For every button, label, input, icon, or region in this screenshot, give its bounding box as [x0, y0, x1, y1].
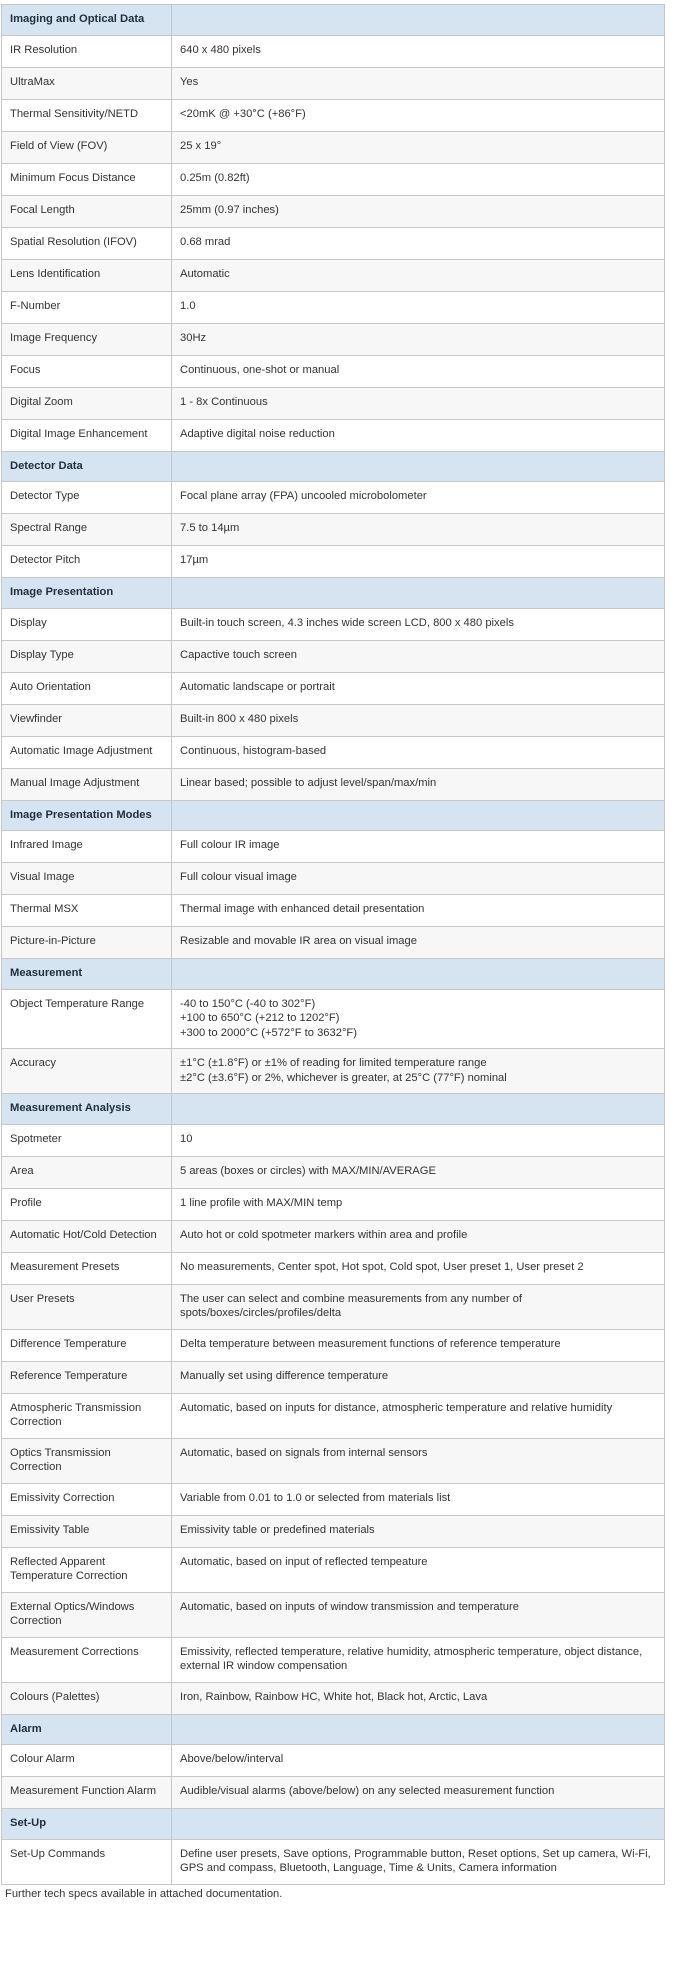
spec-value — [172, 131, 665, 163]
spec-row — [2, 1777, 665, 1809]
section-title: Measurement Analysis — [2, 1094, 172, 1125]
spec-value — [172, 1745, 665, 1777]
spec-value — [172, 704, 665, 736]
spec-label: Reference Temperature — [2, 1361, 172, 1393]
spec-value — [172, 640, 665, 672]
spec-label: Picture-in-Picture — [2, 927, 172, 959]
spec-value-line: Auto hot or cold spotmeter markers within area and profile — [180, 1228, 468, 1241]
spec-row — [2, 1124, 665, 1156]
section-title: Image Presentation — [2, 578, 172, 609]
spec-row — [2, 131, 665, 163]
section-header-blank — [172, 1714, 665, 1745]
spec-row — [2, 704, 665, 736]
section-header — [2, 5, 665, 36]
spec-value-line: 7.5 to 14µm — [180, 522, 240, 534]
spec-label: Reflected Apparent Temperature Correction — [2, 1547, 172, 1592]
spec-value — [172, 1637, 665, 1682]
spec-value — [172, 863, 665, 895]
spec-row — [2, 1637, 665, 1682]
spec-value — [172, 323, 665, 355]
spec-row — [2, 99, 665, 131]
spec-value-line: +300 to 2000°C (+572°F to 3632°F) — [180, 1026, 357, 1039]
spec-row — [2, 831, 665, 863]
spec-label: Measurement Corrections — [2, 1637, 172, 1682]
spec-row — [2, 1438, 665, 1483]
spec-row — [2, 1592, 665, 1637]
spec-label: Difference Temperature — [2, 1329, 172, 1361]
spec-label: Display — [2, 608, 172, 640]
spec-value — [172, 1156, 665, 1188]
spec-label: Lens Identification — [2, 259, 172, 291]
spec-value — [172, 67, 665, 99]
spec-value-line: Full colour IR image — [180, 839, 280, 851]
spec-row — [2, 1547, 665, 1592]
spec-value — [172, 1592, 665, 1637]
spec-value — [172, 927, 665, 959]
spec-label: Automatic Image Adjustment — [2, 736, 172, 768]
spec-value-line: Built-in touch screen, 4.3 inches wide screen LCD, 800 x 480 pixels — [180, 616, 514, 629]
spec-row — [2, 482, 665, 514]
footer-note: Further tech specs available in attached documentation. — [5, 1887, 283, 1900]
spec-label: Digital Zoom — [2, 387, 172, 419]
spec-label: Focal Length — [2, 195, 172, 227]
spec-row — [2, 1329, 665, 1361]
spec-label: Field of View (FOV) — [2, 131, 172, 163]
spec-label: Focus — [2, 355, 172, 387]
spec-value-line: Full colour visual image — [180, 871, 297, 883]
spec-value-line: ±2°C (±3.6°F) or 2%, whichever is greater, at 25°C (77°F) nominal — [180, 1071, 507, 1084]
spec-value — [172, 1438, 665, 1483]
spec-row — [2, 546, 665, 578]
spec-value — [172, 1547, 665, 1592]
spec-value — [172, 259, 665, 291]
spec-value-line: 25 x 19° — [180, 139, 222, 152]
spec-label: Measurement Presets — [2, 1252, 172, 1284]
spec-label: External Optics/Windows Correction — [2, 1592, 172, 1637]
spec-row — [2, 927, 665, 959]
section-title: Alarm — [2, 1714, 172, 1745]
spec-value-line: 1 line profile with MAX/MIN temp — [180, 1196, 343, 1209]
spec-row — [2, 67, 665, 99]
spec-value-line: Automatic landscape or portrait — [180, 680, 335, 693]
spec-label: Area — [2, 1156, 172, 1188]
spec-value — [172, 1252, 665, 1284]
section-header-blank — [172, 959, 665, 990]
spec-value-line: Define user presets, Save options, Programmable button, Reset options, Set up camera, Wi-Fi, GPS and compass, Bluetooth, Language, Time & Units, Camera information — [180, 1847, 651, 1874]
spec-value — [172, 1124, 665, 1156]
spec-value — [172, 99, 665, 131]
spec-row — [2, 895, 665, 927]
spec-row — [2, 387, 665, 419]
spec-row — [2, 1745, 665, 1777]
spec-value-line: Thermal image with enhanced detail presentation — [180, 903, 425, 915]
spec-value-line: 0.25m (0.82ft) — [180, 171, 250, 184]
section-header — [2, 578, 665, 609]
spec-value-line: Continuous, histogram-based — [180, 744, 327, 757]
spec-value — [172, 831, 665, 863]
spec-value — [172, 1188, 665, 1220]
spec-value-line: Automatic, based on inputs for distance, atmospheric temperature and relative humidity — [180, 1401, 613, 1414]
spec-row — [2, 227, 665, 259]
spec-value-line: Linear based; possible to adjust level/span/max/min — [180, 776, 437, 789]
spec-value — [172, 195, 665, 227]
section-title: Set-Up — [2, 1809, 172, 1840]
spec-value — [172, 387, 665, 419]
spec-row — [2, 1393, 665, 1438]
section-header — [2, 1094, 665, 1125]
spec-value-line: 1 - 8x Continuous — [180, 395, 268, 408]
spec-value — [172, 1361, 665, 1393]
spec-label: Minimum Focus Distance — [2, 163, 172, 195]
spec-row — [2, 35, 665, 67]
spec-value-line: Automatic, based on signals from internal sensors — [180, 1446, 428, 1459]
spec-label: Image Frequency — [2, 323, 172, 355]
spec-row — [2, 259, 665, 291]
spec-label: Thermal MSX — [2, 895, 172, 927]
spec-label: Infrared Image — [2, 831, 172, 863]
spec-value-line: 0.68 mrad — [180, 235, 231, 248]
spec-label: Object Temperature Range — [2, 989, 172, 1049]
spec-row — [2, 514, 665, 546]
spec-value-line: 10 — [180, 1132, 193, 1145]
spec-value-line: Automatic, based on inputs of window transmission and temperature — [180, 1600, 519, 1613]
spec-value-line: ±1°C (±1.8°F) or ±1% of reading for limited temperature range — [180, 1057, 487, 1069]
spec-value-line: Focal plane array (FPA) uncooled microbolometer — [180, 490, 427, 502]
spec-row — [2, 1361, 665, 1393]
spec-row — [2, 1188, 665, 1220]
spec-value-line: Adaptive digital noise reduction — [180, 427, 335, 440]
spec-value — [172, 1839, 665, 1884]
spec-value-line: -40 to 150°C (-40 to 302°F) — [180, 997, 316, 1010]
spec-label: Spotmeter — [2, 1124, 172, 1156]
spec-label: Visual Image — [2, 863, 172, 895]
spec-value — [172, 1049, 665, 1094]
spec-value-line: 1.0 — [180, 299, 196, 312]
spec-row — [2, 608, 665, 640]
section-header-blank — [172, 1094, 665, 1125]
spec-row — [2, 863, 665, 895]
spec-row — [2, 291, 665, 323]
spec-label: Viewfinder — [2, 704, 172, 736]
spec-label: Profile — [2, 1188, 172, 1220]
spec-row — [2, 640, 665, 672]
spec-value — [172, 355, 665, 387]
spec-value-line: Capactive touch screen — [180, 648, 297, 661]
spec-value — [172, 291, 665, 323]
spec-value-line: Iron, Rainbow, Rainbow HC, White hot, Black hot, Arctic, Lava — [180, 1690, 488, 1703]
spec-label: Colour Alarm — [2, 1745, 172, 1777]
spec-row — [2, 736, 665, 768]
section-header-blank — [172, 800, 665, 831]
spec-row — [2, 1284, 665, 1329]
spec-value-line: Manually set using difference temperature — [180, 1369, 389, 1382]
spec-label: IR Resolution — [2, 35, 172, 67]
spec-row — [2, 1156, 665, 1188]
spec-value — [172, 1393, 665, 1438]
section-header — [2, 800, 665, 831]
spec-label: Automatic Hot/Cold Detection — [2, 1220, 172, 1252]
spec-label: Manual Image Adjustment — [2, 768, 172, 800]
spec-value-line: <20mK @ +30°C (+86°F) — [180, 107, 306, 120]
spec-value — [172, 608, 665, 640]
section-header-blank — [172, 578, 665, 609]
spec-row — [2, 195, 665, 227]
section-title: Imaging and Optical Data — [2, 5, 172, 36]
spec-value — [172, 1682, 665, 1714]
section-header — [2, 1809, 665, 1840]
spec-value-line: Yes — [180, 75, 199, 88]
spec-label: Display Type — [2, 640, 172, 672]
spec-value-line: Delta temperature between measurement functions of reference temperature — [180, 1337, 561, 1350]
section-title: Image Presentation Modes — [2, 800, 172, 831]
spec-value — [172, 1284, 665, 1329]
section-header — [2, 451, 665, 482]
spec-value-line: 5 areas (boxes or circles) with MAX/MIN/AVERAGE — [180, 1164, 436, 1177]
section-header-blank — [172, 451, 665, 482]
spec-value-line: Emissivity, reflected temperature, relative humidity, atmospheric temperature, object distance, external IR window compensation — [180, 1645, 643, 1672]
spec-row — [2, 1049, 665, 1094]
section-title: Detector Data — [2, 451, 172, 482]
spec-value — [172, 35, 665, 67]
spec-value-line: 25mm (0.97 inches) — [180, 203, 279, 216]
spec-value-line: Built-in 800 x 480 pixels — [180, 712, 299, 725]
spec-label: Detector Type — [2, 482, 172, 514]
spec-value-line: Above/below/interval — [180, 1753, 284, 1765]
spec-label: Emissivity Table — [2, 1515, 172, 1547]
spec-row — [2, 1839, 665, 1884]
spec-value-line: The user can select and combine measurements from any number of spots/boxes/circles/profiles/delta — [180, 1292, 523, 1319]
spec-table — [1, 4, 665, 1885]
spec-label: Digital Image Enhancement — [2, 419, 172, 451]
spec-table-body — [2, 5, 665, 1885]
spec-value-line: 640 x 480 pixels — [180, 43, 261, 56]
spec-value — [172, 546, 665, 578]
spec-label: Measurement Function Alarm — [2, 1777, 172, 1809]
spec-value — [172, 768, 665, 800]
spec-label: Emissivity Correction — [2, 1483, 172, 1515]
spec-value — [172, 736, 665, 768]
spec-row — [2, 989, 665, 1049]
spec-row — [2, 1220, 665, 1252]
spec-value-line: Audible/visual alarms (above/below) on any selected measurement function — [180, 1785, 555, 1797]
section-header-blank — [172, 1809, 665, 1840]
spec-row — [2, 1515, 665, 1547]
spec-value — [172, 227, 665, 259]
spec-value-line: 30Hz — [180, 331, 207, 344]
spec-label: Colours (Palettes) — [2, 1682, 172, 1714]
spec-label: Optics Transmission Correction — [2, 1438, 172, 1483]
spec-value — [172, 419, 665, 451]
spec-value — [172, 1220, 665, 1252]
spec-row — [2, 672, 665, 704]
spec-label: UltraMax — [2, 67, 172, 99]
spec-row — [2, 1252, 665, 1284]
spec-row — [2, 419, 665, 451]
spec-row — [2, 768, 665, 800]
spec-value — [172, 1515, 665, 1547]
spec-value-line: Emissivity table or predefined materials — [180, 1523, 375, 1536]
spec-value — [172, 1777, 665, 1809]
spec-value-line: Variable from 0.01 to 1.0 or selected from materials list — [180, 1491, 451, 1504]
section-title: Measurement — [2, 959, 172, 990]
spec-value — [172, 163, 665, 195]
section-header — [2, 1714, 665, 1745]
spec-value — [172, 895, 665, 927]
spec-value — [172, 1329, 665, 1361]
spec-value — [172, 672, 665, 704]
spec-row — [2, 163, 665, 195]
spec-label: Spatial Resolution (IFOV) — [2, 227, 172, 259]
spec-value — [172, 514, 665, 546]
spec-row — [2, 323, 665, 355]
spec-row — [2, 1483, 665, 1515]
spec-value-line: Automatic, based on input of reflected tempeature — [180, 1555, 428, 1568]
spec-value-line: Resizable and movable IR area on visual image — [180, 935, 417, 947]
spec-row — [2, 1682, 665, 1714]
section-header — [2, 959, 665, 990]
spec-label: Thermal Sensitivity/NETD — [2, 99, 172, 131]
spec-value — [172, 482, 665, 514]
section-header-blank — [172, 5, 665, 36]
spec-label: Accuracy — [2, 1049, 172, 1094]
spec-label: Auto Orientation — [2, 672, 172, 704]
spec-value-line: +100 to 650°C (+212 to 1202°F) — [180, 1012, 340, 1024]
spec-value-line: Automatic — [180, 267, 230, 280]
spec-value-line: Continuous, one-shot or manual — [180, 363, 340, 376]
spec-value-line: No measurements, Center spot, Hot spot, Cold spot, User preset 1, User preset 2 — [180, 1260, 584, 1273]
spec-label: Set-Up Commands — [2, 1839, 172, 1884]
spec-label: Atmospheric Transmission Correction — [2, 1393, 172, 1438]
spec-label: F-Number — [2, 291, 172, 323]
spec-label: Spectral Range — [2, 514, 172, 546]
spec-label: User Presets — [2, 1284, 172, 1329]
spec-value — [172, 1483, 665, 1515]
spec-label: Detector Pitch — [2, 546, 172, 578]
spec-value-line: 17µm — [180, 554, 209, 566]
spec-row — [2, 355, 665, 387]
spec-value — [172, 989, 665, 1049]
